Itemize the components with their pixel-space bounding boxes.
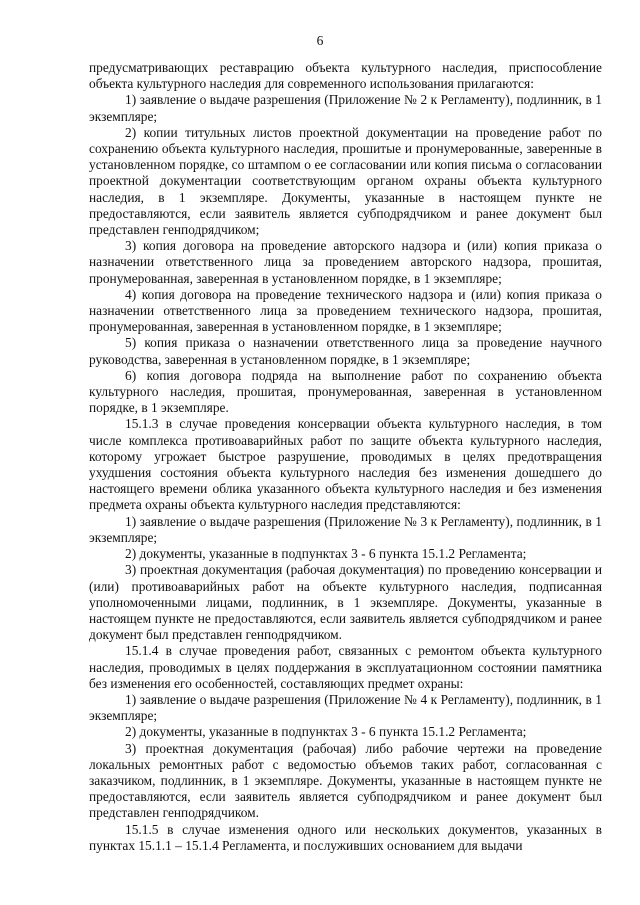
paragraph-section-15-1-5: 15.1.5 в случае изменения одного или нескольких документов, указанных в пунктах 15.1.1 – 15.1.4 Регламента, и послуживших основанием для выдачи: [89, 821, 602, 853]
paragraph-item-2-documents: 2) документы, указанные в подпунктах 3 - 6 пункта 15.1.2 Регламента;: [125, 546, 527, 562]
paragraph-item-6-contract: 6) копия договора подряда на выполнение работ по сохранению объекта культурного наследия, прошитая, пронумерованная, заверенная в установленном порядке, в 1 экземпляре.: [89, 367, 602, 416]
paragraph-item-1-application: 1) заявление о выдаче разрешения (Приложение № 4 к Регламенту), подлинник, в 1 экземпляре;: [89, 691, 602, 724]
page-number: 6: [316, 33, 324, 48]
paragraph-item-4-technical-supervision: 4) копия договора на проведение технического надзора и (или) копия приказа о назначении ответственного лица за проведением технического надзора, прошитая, пронумерованная, заверенная в установленном порядке, в 1 экземпляре;: [89, 286, 602, 335]
paragraph-item-2-documents: 2) документы, указанные в подпунктах 3 - 6 пункта 15.1.2 Регламента;: [125, 724, 527, 740]
paragraph-item-1-application: 1) заявление о выдаче разрешения (Приложение № 3 к Регламенту), подлинник, в 1 экземпляре;: [89, 513, 602, 545]
paragraph-item-3-project-documentation: 3) проектная документация (рабочая документация) по проведению консервации и (или) противоаварийных работ на объекте культурного наследия, подписанная уполномоченными лицами, подлинник, в 1 экземпляре. Документы, указанные в настоящем пункте не предоставляются, если заявитель является субподрядчиком и ранее документ был представлен генподрядчиком.: [89, 562, 602, 643]
document-body: [89, 60, 602, 854]
paragraph-item-1-application: 1) заявление о выдаче разрешения (Приложение № 2 к Регламенту), подлинник, в 1 экземпляре;: [89, 92, 602, 124]
paragraph-section-15-1-4: 15.1.4 в случае проведения работ, связанных с ремонтом объекта культурного наследия, проводимых в целях поддержания в эксплуатационном состоянии памятника без изменения его особенностей, составляющих предмет охраны:: [89, 643, 602, 691]
paragraph-item-2-title-pages: 2) копии титульных листов проектной документации на проведение работ по сохранению объекта культурного наследия, прошитые и пронумерованные, заверенные в установленном порядке, со штампом о ее согласовании или копия письма о согласовании проектной документации соответствующим органом охраны объекта культурного наследия, в 1 экземпляре. Документы, указанные в настоящем пункте не предоставляются, если заявитель является субподрядчиком и ранее документ был представлен генподрядчиком;: [89, 124, 602, 238]
paragraph-item-3-working-drawings: 3) проектная документация (рабочая) либо рабочие чертежи на проведение локальных ремонтных работ с ведомостью объемов таких работ, согласованная с заказчиком, подлинник, в 1 экземпляре. Документы, указанные в настоящем пункте не предоставляются, если заявитель является субподрядчиком и ранее документ был представлен генподрядчиком.: [89, 740, 602, 821]
paragraph-item-5-scientific-guidance: 5) копия приказа о назначении ответственного лица за проведение научного руководства, заверенная в установленном порядке, в 1 экземпляре;: [89, 335, 602, 367]
paragraph-item-3-author-supervision: 3) копия договора на проведение авторского надзора и (или) копия приказа о назначении ответственного лица за проведением авторского надзора, прошитая, пронумерованная, заверенная в установленном порядке, в 1 экземпляре;: [89, 238, 602, 286]
paragraph-intro-continuation: предусматривающих реставрацию объекта культурного наследия, приспособление объекта культурного наследия для современного использования прилагаются:: [89, 60, 602, 92]
paragraph-section-15-1-3: 15.1.3 в случае проведения консервации объекта культурного наследия, в том числе комплекса противоаварийных работ по защите объекта культурного наследия, которому угрожает быстрое разрушение, проводимых в целях предотвращения ухудшения состояния объекта культурного наследия без изменения дошедшего до настоящего времени облика указанного объекта культурного наследия и без изменения предмета охраны объекта культурного наследия представляются:: [89, 416, 602, 513]
